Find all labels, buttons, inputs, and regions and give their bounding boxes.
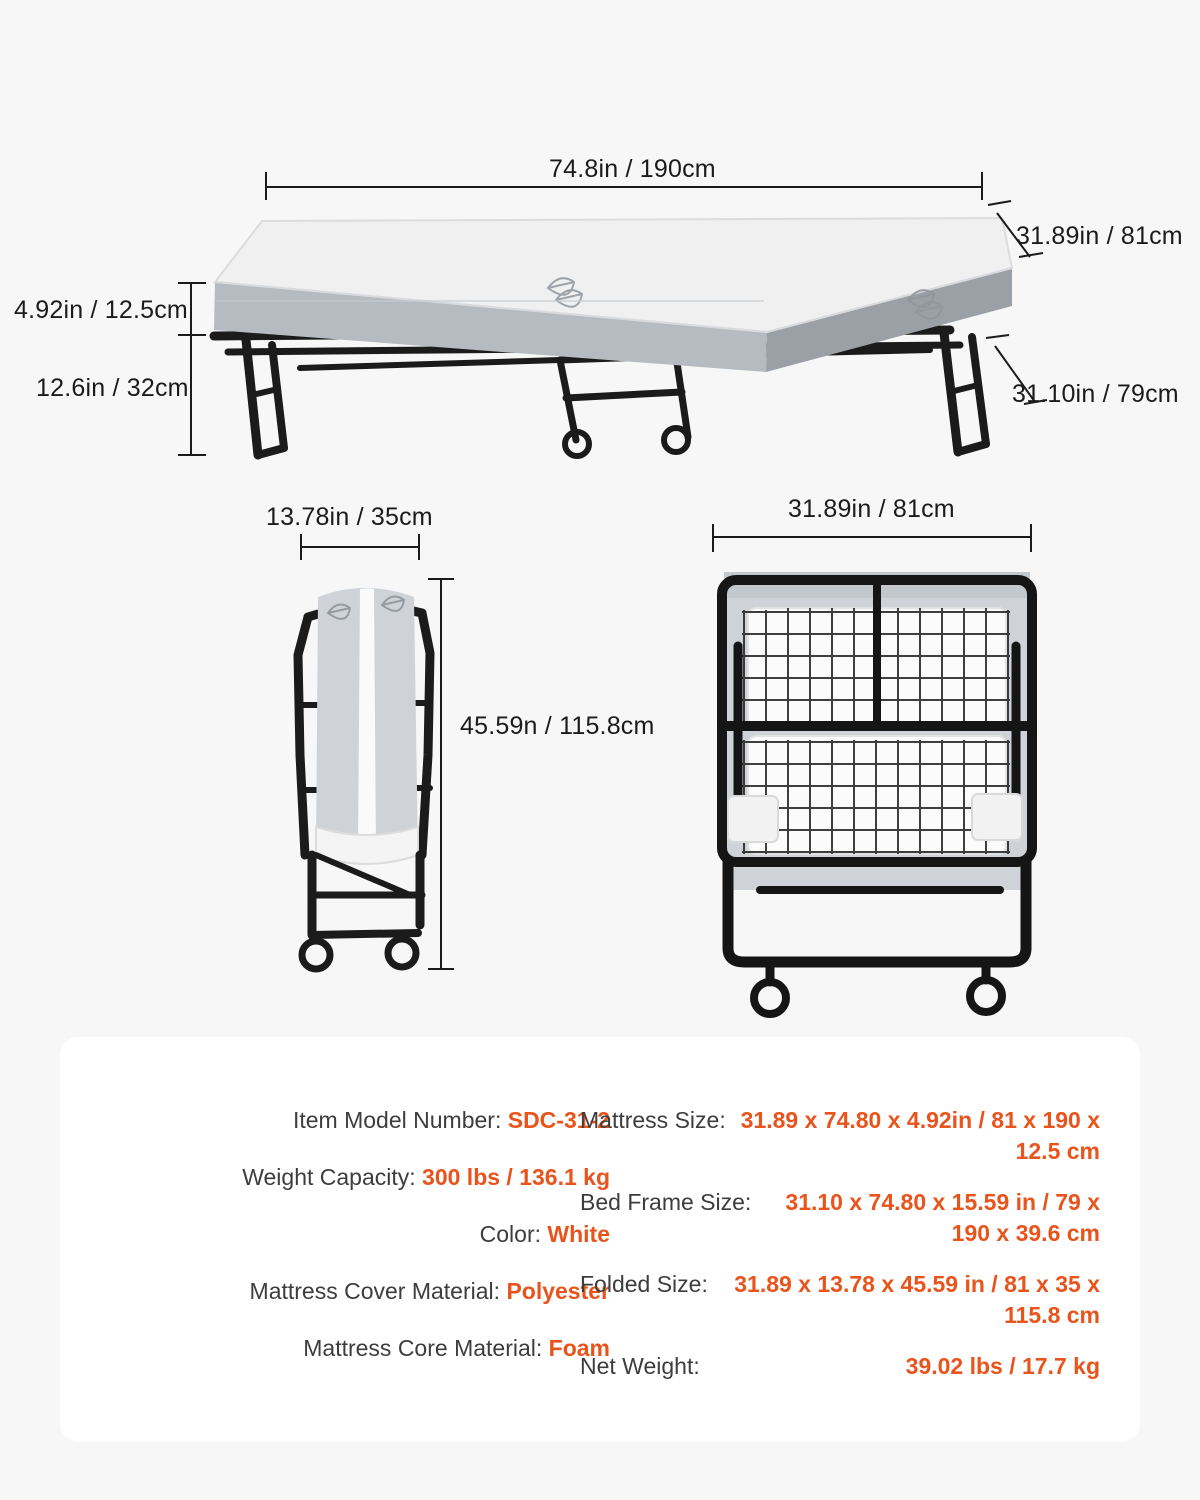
- spec-value: White: [547, 1221, 610, 1248]
- folded-width-tick-right: [1030, 524, 1032, 552]
- spec-row: [130, 1276, 610, 1307]
- folded-height-tick-top: [428, 578, 454, 580]
- spec-value: 31.89 x 74.80 x 4.92in / 81 x 190 x 12.5 cm: [740, 1107, 1100, 1165]
- label-folded-height: 45.59n / 115.8cm: [460, 712, 655, 740]
- spec-label: Item Model Number:: [292, 1107, 502, 1133]
- spec-label: Mattress Core Material:: [303, 1335, 543, 1362]
- folded-depth-dimension-line: [300, 546, 420, 548]
- spec-label: Bed Frame Size:: [580, 1189, 752, 1216]
- folded-height-tick-bottom: [428, 968, 454, 970]
- folded-width-tick-left: [712, 524, 714, 552]
- spec-value: 31.10 x 74.80 x 15.59 in / 79 x 190 x 39.6 cm: [785, 1189, 1100, 1247]
- width-dimension-line: [985, 195, 1200, 315]
- spec-value: SDC-31-2: [507, 1107, 610, 1133]
- spec-label: Mattress Size:: [580, 1107, 726, 1133]
- spec-label: Folded Size:: [580, 1271, 708, 1298]
- spec-row: [580, 1351, 1100, 1382]
- length-tick-right: [981, 172, 983, 200]
- spec-label: Color:: [479, 1221, 541, 1248]
- thickness-dimension-line: [190, 282, 192, 336]
- label-frame-width: 31.10in / 79cm: [1012, 380, 1179, 408]
- spec-label: Weight Capacity:: [242, 1164, 416, 1191]
- label-width-mattress: 31.89in / 81cm: [1016, 222, 1183, 250]
- spec-row: [130, 1219, 610, 1250]
- thickness-tick-bottom: [178, 334, 206, 336]
- folded-depth-tick-right: [418, 534, 420, 560]
- spec-column-left: [130, 1105, 610, 1390]
- spec-row: [580, 1187, 1100, 1249]
- label-frame-height: 12.6in / 32cm: [36, 374, 189, 402]
- folded-width-dimension-line: [712, 536, 1032, 538]
- label-mattress-thickness: 4.92in / 12.5cm: [14, 296, 188, 324]
- thickness-tick-top: [178, 282, 206, 284]
- label-folded-width: 31.89in / 81cm: [788, 495, 955, 523]
- frame-height-dimension-line: [190, 336, 192, 456]
- spec-value: 300 lbs / 136.1 kg: [422, 1164, 610, 1191]
- spec-row: [580, 1105, 1100, 1167]
- spec-card: [60, 1037, 1140, 1442]
- label-folded-depth: 13.78in / 35cm: [266, 503, 433, 531]
- folded-height-dimension-line: [440, 578, 442, 970]
- spec-row: [130, 1162, 610, 1193]
- spec-row: [130, 1105, 610, 1136]
- spec-value: Foam: [548, 1335, 610, 1362]
- folded-side-illustration: [250, 555, 650, 1015]
- folded-front-illustration: [700, 550, 1100, 1020]
- spec-row: [580, 1269, 1100, 1331]
- folded-depth-tick-left: [300, 534, 302, 560]
- spec-label: Net Weight:: [580, 1353, 700, 1380]
- length-tick-left: [265, 172, 267, 200]
- spec-column-right: [580, 1105, 1100, 1402]
- spec-label: Mattress Cover Material:: [249, 1278, 501, 1305]
- spec-value: Polyester: [506, 1278, 610, 1305]
- spec-row: [130, 1333, 610, 1364]
- frame-height-tick-bottom: [178, 454, 206, 456]
- spec-value: 31.89 x 13.78 x 45.59 in / 81 x 35 x 115.8 cm: [734, 1271, 1100, 1329]
- label-length: 74.8in / 190cm: [549, 155, 716, 183]
- length-dimension-line: [265, 186, 983, 188]
- spec-value: 39.02 lbs / 17.7 kg: [905, 1353, 1100, 1380]
